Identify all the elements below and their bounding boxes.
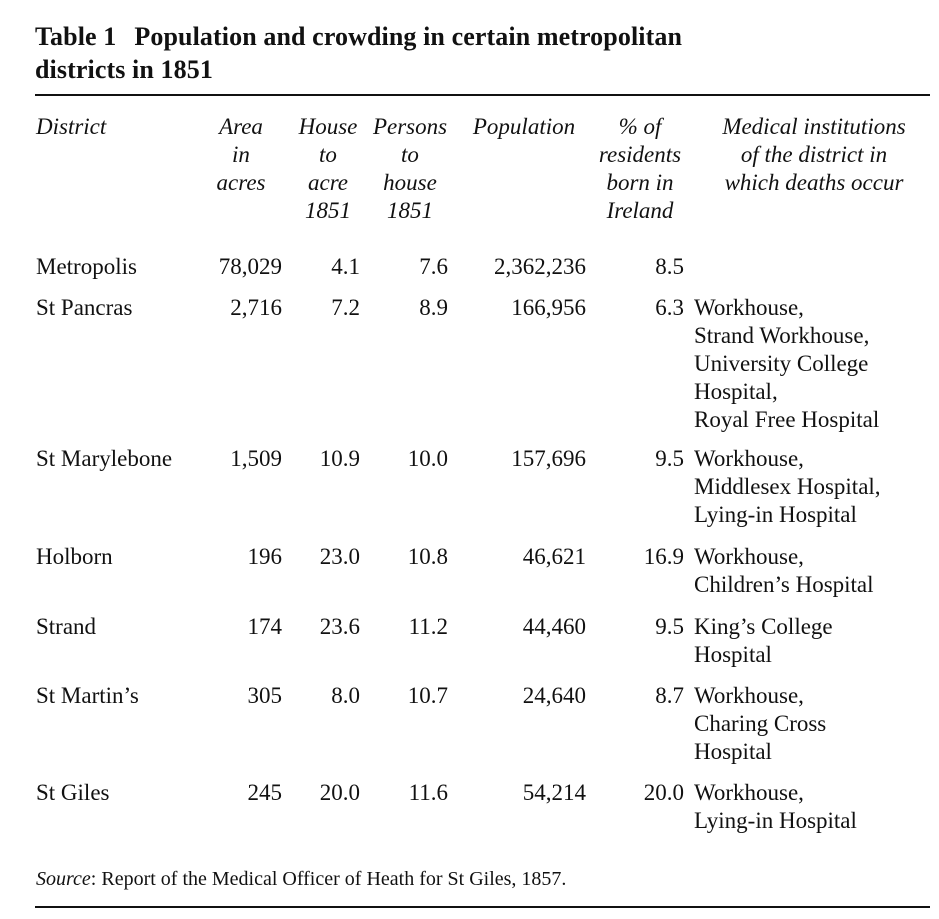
cell-house-to-acre: 20.0 <box>319 780 360 805</box>
table-title-line-1: Population and crowding in certain metropolitan <box>134 22 683 51</box>
cell-district: St Marylebone <box>36 446 173 471</box>
header-persons-line: Persons <box>372 114 448 139</box>
header-house-line: 1851 <box>305 198 351 223</box>
cell-persons-to-house: 8.9 <box>419 295 448 320</box>
header-pct-line: Ireland <box>606 198 674 223</box>
header-medical-line: which deaths occur <box>724 170 904 195</box>
header-house-to-acre <box>296 113 360 225</box>
cell-district: St Pancras <box>36 295 133 320</box>
table-label: Table 1 <box>35 22 117 51</box>
cell-percent-ireland: 20.0 <box>643 780 684 805</box>
header-area-line: acres <box>216 170 266 195</box>
cell-population: 2,362,236 <box>494 254 586 279</box>
header-medical-line: Medical institutions <box>722 114 906 139</box>
medical-line: Workhouse, <box>694 295 804 320</box>
header-medical-institutions <box>694 113 934 197</box>
cell-persons-to-house: 10.0 <box>407 446 448 471</box>
medical-line: Middlesex Hospital, <box>694 474 881 499</box>
cell-population: 157,696 <box>511 446 586 471</box>
medical-line: Lying-in Hospital <box>694 808 857 833</box>
cell-persons-to-house: 10.7 <box>407 683 448 708</box>
bottom-rule <box>35 906 930 908</box>
cell-persons-to-house: 10.8 <box>407 544 448 569</box>
cell-house-to-acre: 10.9 <box>319 446 360 471</box>
cell-persons-to-house: 7.6 <box>419 254 448 279</box>
cell-persons-to-house: 11.6 <box>408 780 448 805</box>
header-persons-line: 1851 <box>387 198 433 223</box>
cell-population: 54,214 <box>522 780 586 805</box>
cell-area: 305 <box>247 683 282 708</box>
medical-line: University College <box>694 351 869 376</box>
cell-medical-institutions <box>694 445 934 529</box>
header-persons-to-house <box>372 113 448 225</box>
header-persons-line: to <box>401 142 419 167</box>
header-area-line: in <box>232 142 250 167</box>
medical-line: Strand Workhouse, <box>694 323 870 348</box>
cell-district: Strand <box>36 614 97 639</box>
header-pct-line: % of <box>618 114 662 139</box>
medical-line: Charing Cross <box>694 711 827 736</box>
cell-area: 1,509 <box>230 446 282 471</box>
cell-medical-institutions <box>694 294 934 434</box>
cell-district: Metropolis <box>36 254 137 279</box>
source-note <box>36 866 566 892</box>
cell-population: 166,956 <box>511 295 586 320</box>
cell-house-to-acre: 23.0 <box>319 544 360 569</box>
top-rule <box>35 94 930 96</box>
header-medical-line: of the district in <box>740 142 888 167</box>
cell-area: 196 <box>247 544 282 569</box>
cell-area: 2,716 <box>230 295 282 320</box>
cell-area: 174 <box>247 614 282 639</box>
medical-line: Children’s Hospital <box>694 572 874 597</box>
header-percent-born-ireland <box>596 113 684 225</box>
cell-district: Holborn <box>36 544 113 569</box>
header-area <box>200 113 282 197</box>
cell-percent-ireland: 9.5 <box>655 446 684 471</box>
header-pct-line: born in <box>606 170 674 195</box>
medical-line: Hospital, <box>694 379 778 404</box>
cell-medical-institutions <box>694 613 934 669</box>
source-text: : Report of the Medical Officer of Heath for St Giles, 1857. <box>90 868 567 890</box>
cell-house-to-acre: 8.0 <box>331 683 360 708</box>
medical-line: Workhouse, <box>694 544 804 569</box>
cell-house-to-acre: 23.6 <box>319 614 360 639</box>
header-house-line: acre <box>307 170 348 195</box>
cell-district: St Giles <box>36 780 110 805</box>
header-persons-line: house <box>383 170 437 195</box>
cell-district: St Martin’s <box>36 683 139 708</box>
medical-line: Workhouse, <box>694 780 804 805</box>
cell-percent-ireland: 8.7 <box>655 683 684 708</box>
cell-medical-institutions <box>694 543 934 599</box>
medical-line: King’s College <box>694 614 833 639</box>
medical-line: Royal Free Hospital <box>694 407 880 432</box>
cell-percent-ireland: 16.9 <box>643 544 684 569</box>
header-area-line: Area <box>219 114 263 139</box>
cell-area: 245 <box>247 780 282 805</box>
medical-line: Hospital <box>694 739 772 764</box>
header-house-line: House <box>298 114 358 139</box>
medical-line: Workhouse, <box>694 446 804 471</box>
table-title <box>35 20 895 86</box>
cell-house-to-acre: 4.1 <box>331 254 360 279</box>
header-house-line: to <box>319 142 337 167</box>
cell-percent-ireland: 6.3 <box>655 295 684 320</box>
cell-area: 78,029 <box>218 254 282 279</box>
cell-percent-ireland: 9.5 <box>655 614 684 639</box>
header-district: District <box>36 114 107 139</box>
medical-line: Workhouse, <box>694 683 804 708</box>
cell-population: 46,621 <box>522 544 586 569</box>
cell-percent-ireland: 8.5 <box>655 254 684 279</box>
medical-line: Lying-in Hospital <box>694 502 857 527</box>
cell-medical-institutions <box>694 779 934 835</box>
header-pct-line: residents <box>598 142 682 167</box>
medical-line: Hospital <box>694 642 772 667</box>
table-title-line-2: districts in 1851 <box>35 55 213 84</box>
cell-population: 44,460 <box>522 614 586 639</box>
cell-medical-institutions <box>694 682 934 766</box>
cell-persons-to-house: 11.2 <box>408 614 448 639</box>
cell-population: 24,640 <box>522 683 586 708</box>
source-label: Source <box>36 868 91 890</box>
header-population: Population <box>472 114 576 139</box>
cell-house-to-acre: 7.2 <box>331 295 360 320</box>
